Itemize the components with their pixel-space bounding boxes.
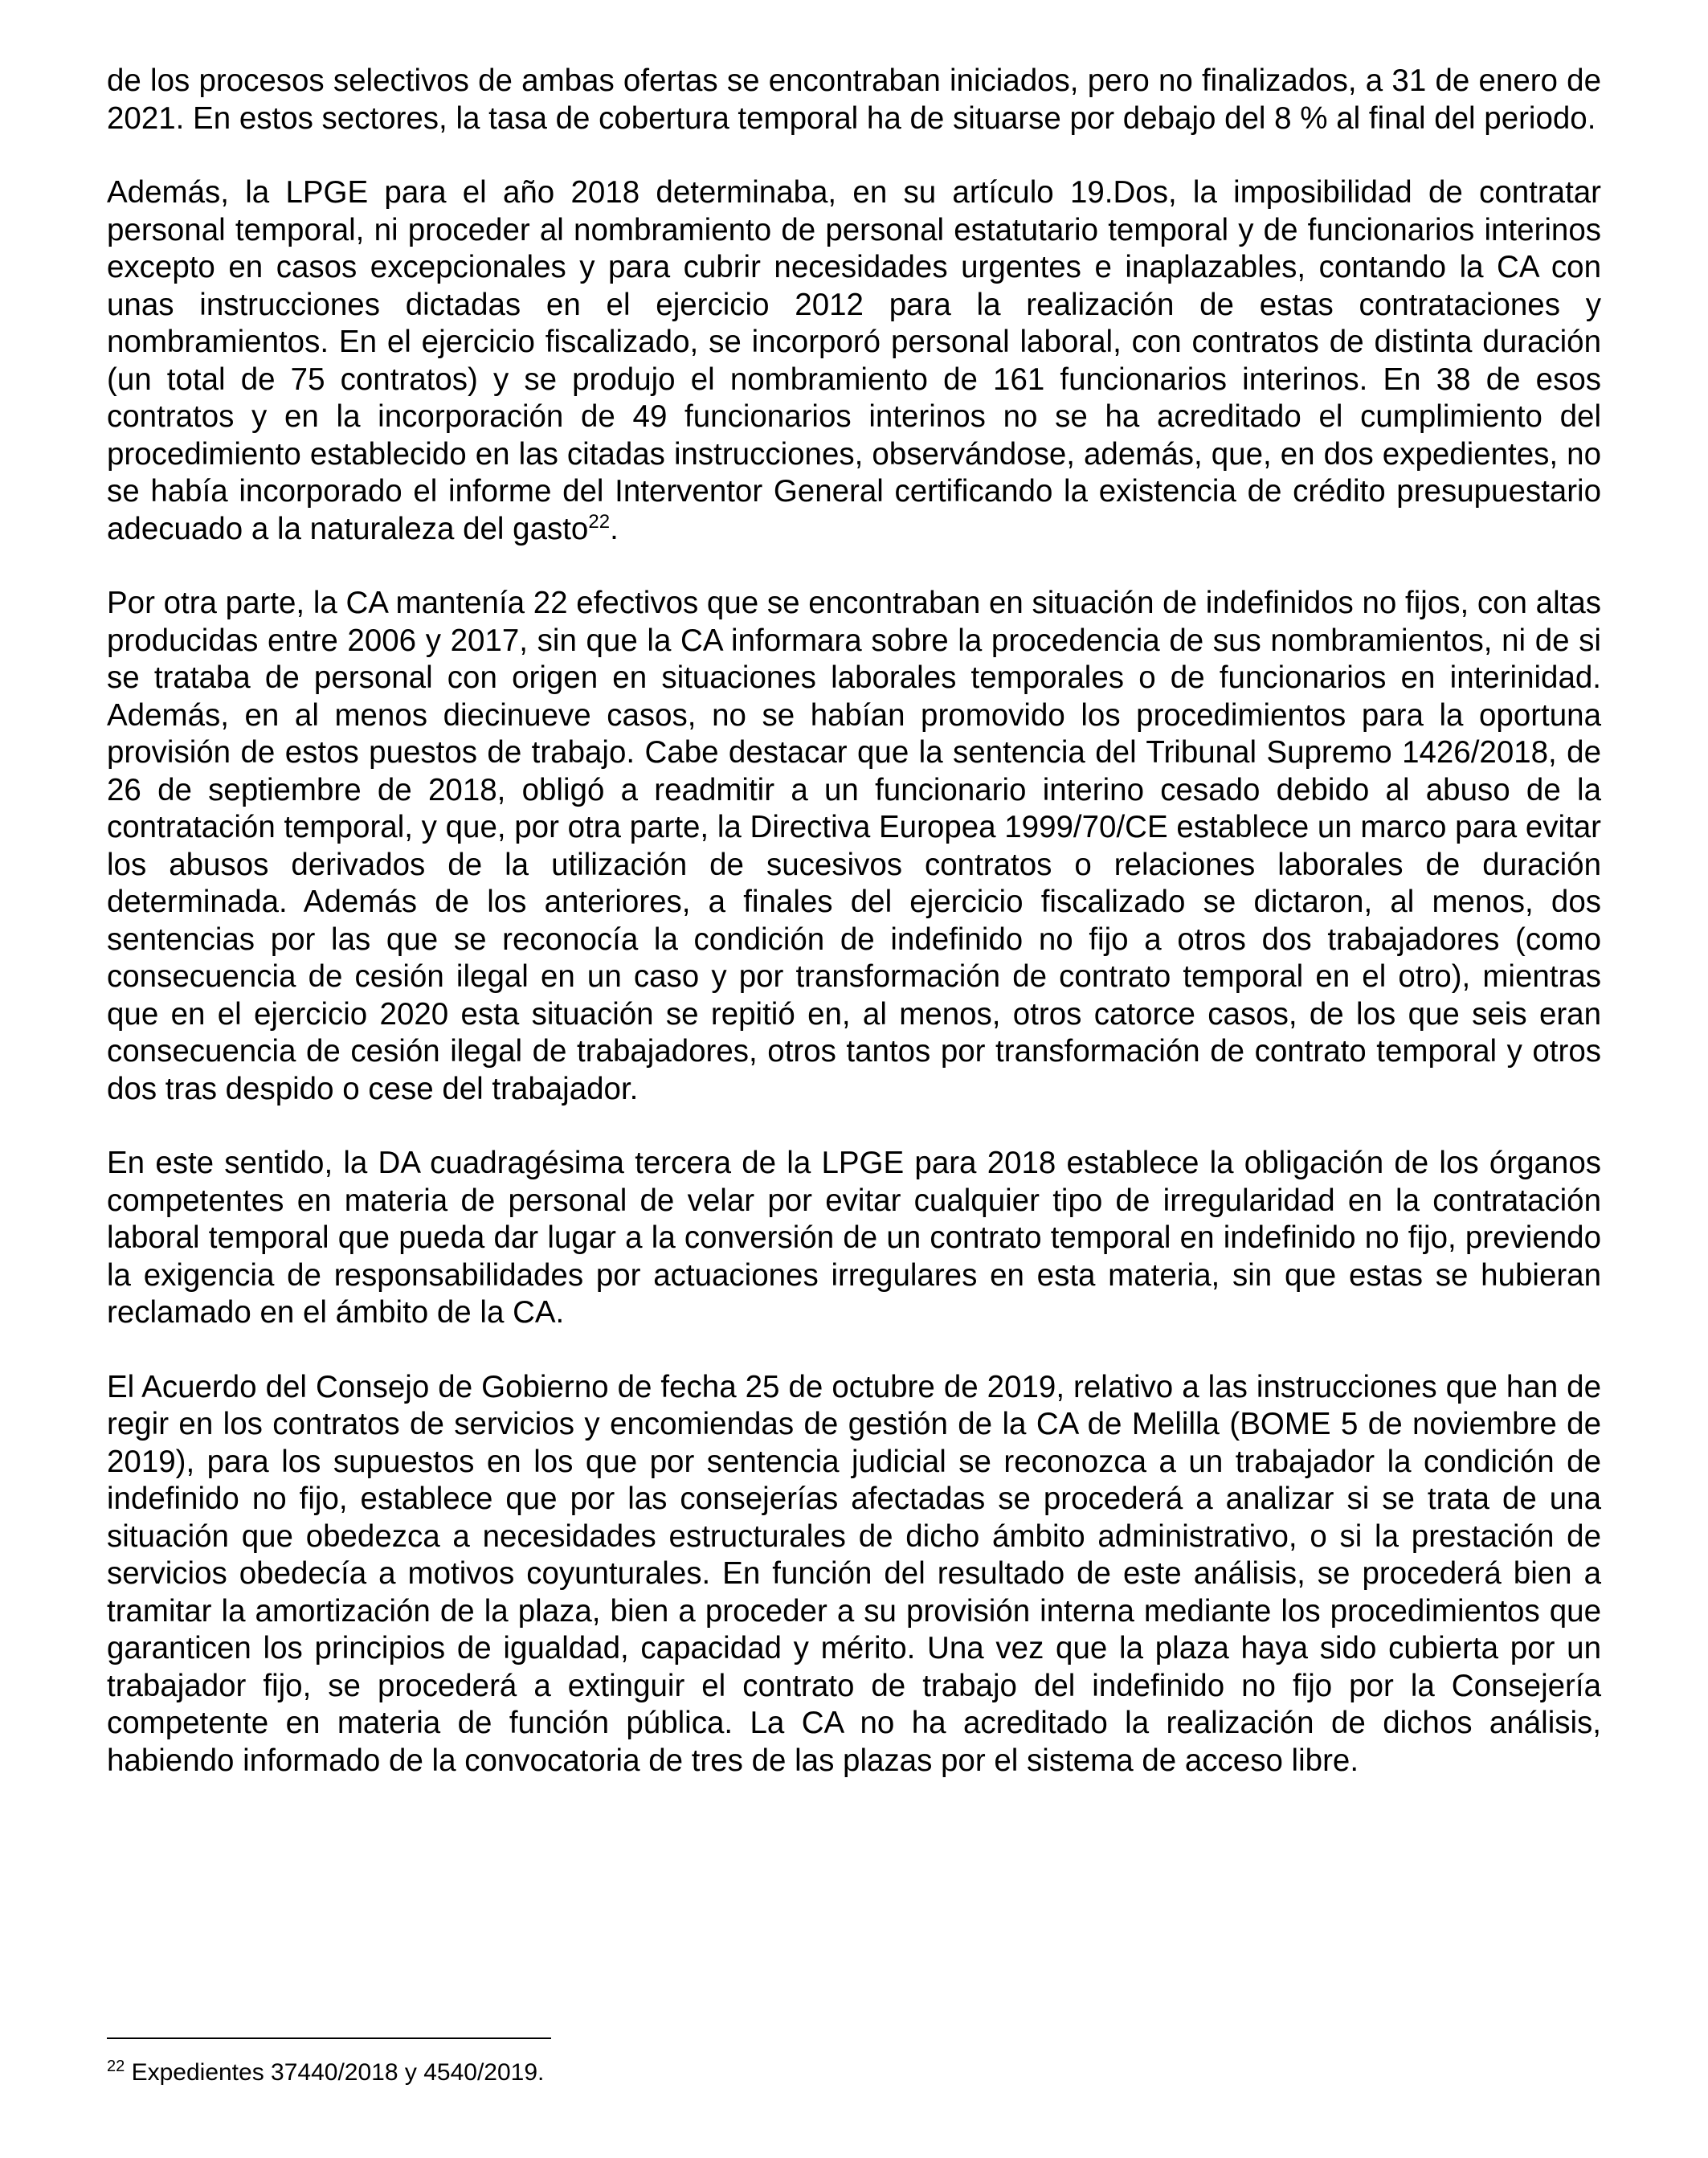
footnote-reference-22[interactable]: 22	[588, 510, 611, 533]
paragraph-4-text: En este sentido, la DA cuadragésima tercera de la LPGE para 2018 establece la obligación de los órganos competentes en materia de personal de velar por evitar cualquier tipo de irregularidad en la contratación laboral temporal que pueda dar lugar a la conversión de un contrato temporal en indefinido no fijo, previendo la exigencia de responsabilidades por actuaciones irregulares en esta materia, sin que estas se hubieran reclamado en el ámbito de la CA.	[107, 1146, 1601, 1330]
footnote-22	[107, 2058, 544, 2087]
paragraph-3	[107, 585, 1601, 1108]
footnote-text: Expedientes 37440/2018 y 4540/2019.	[125, 2059, 545, 2086]
paragraph-2-text: Además, la LPGE para el año 2018 determinaba, en su artículo 19.Dos, la imposibilidad de contratar personal temporal, ni proceder al nombramiento de personal estatutario temporal y de funcionarios interinos excepto en casos excepcionales y para cubrir necesidades urgentes e inaplazables, contando la CA con unas instrucciones dictadas en el ejercicio 2012 para la realización de estas contrataciones y nombramientos. En el ejercicio fiscalizado, se incorporó personal laboral, con contratos de distinta duración (un total de 75 contratos) y se produjo el nombramiento de 161 funcionarios interinos. En 38 de esos contratos y en la incorporación de 49 funcionarios interinos no se ha acreditado el cumplimiento del procedimiento establecido en las citadas instrucciones, observándose, además, que, en dos expedientes, no se había incorporado el informe del Interventor General certificando la existencia de crédito presupuestario adecuado a la naturaleza del gasto	[107, 175, 1601, 546]
paragraph-3-text: Por otra parte, la CA mantenía 22 efectivos que se encontraban en situación de indefinidos no fijos, con altas producidas entre 2006 y 2017, sin que la CA informara sobre la procedencia de sus nombramientos, ni de si se trataba de personal con origen en situaciones laborales temporales o de funcionarios en interinidad. Además, en al menos diecinueve casos, no se habían promovido los procedimientos para la oportuna provisión de estos puestos de trabajo. Cabe destacar que la sentencia del Tribunal Supremo 1426/2018, de 26 de septiembre de 2018, obligó a readmitir a un funcionario interino cesado debido al abuso de la contratación temporal, y que, por otra parte, la Directiva Europea 1999/70/CE establece un marco para evitar los abusos derivados de la utilización de sucesivos contratos o relaciones laborales de duración determinada. Además de los anteriores, a finales del ejercicio fiscalizado se dictaron, al menos, dos sentencias por las que se reconocía la condición de indefinido no fijo a otros dos trabajadores (como consecuencia de cesión ilegal en un caso y por transformación de contrato temporal en el otro), mientras que en el ejercicio 2020 esta situación se repitió en, al menos, otros catorce casos, de los que seis eran consecuencia de cesión ilegal de trabajadores, otros tantos por transformación de contrato temporal y otros dos tras despido o cese del trabajador.	[107, 586, 1601, 1106]
footnote-separator	[107, 2037, 551, 2039]
paragraph-2-tail: .	[610, 511, 619, 546]
paragraph-1	[107, 63, 1601, 137]
paragraph-1-text: de los procesos selectivos de ambas ofertas se encontraban iniciados, pero no finalizados, a 31 de enero de 2021. En estos sectores, la tasa de cobertura temporal ha de situarse por debajo del 8 % al final del periodo.	[107, 63, 1601, 136]
paragraph-2	[107, 174, 1601, 548]
footnote-number: 22	[107, 2058, 125, 2075]
paragraph-4	[107, 1145, 1601, 1332]
document-body	[107, 63, 1601, 1817]
paragraph-5	[107, 1369, 1601, 1780]
paragraph-5-text: El Acuerdo del Consejo de Gobierno de fecha 25 de octubre de 2019, relativo a las instrucciones que han de regir en los contratos de servicios y encomiendas de gestión de la CA de Melilla (BOME 5 de noviembre de 2019), para los supuestos en los que por sentencia judicial se reconozca a un trabajador la condición de indefinido no fijo, establece que por las consejerías afectadas se procederá a analizar si se trata de una situación que obedezca a necesidades estructurales de dicho ámbito administrativo, o si la prestación de servicios obedecía a motivos coyunturales. En función del resultado de este análisis, se procederá bien a tramitar la amortización de la plaza, bien a proceder a su provisión interna mediante los procedimientos que garanticen los principios de igualdad, capacidad y mérito. Una vez que la plaza haya sido cubierta por un trabajador fijo, se procederá a extinguir el contrato de trabajo del indefinido no fijo por la Consejería competente en materia de función pública. La CA no ha acreditado la realización de dichos análisis, habiendo informado de la convocatoria de tres de las plazas por el sistema de acceso libre.	[107, 1369, 1601, 1778]
